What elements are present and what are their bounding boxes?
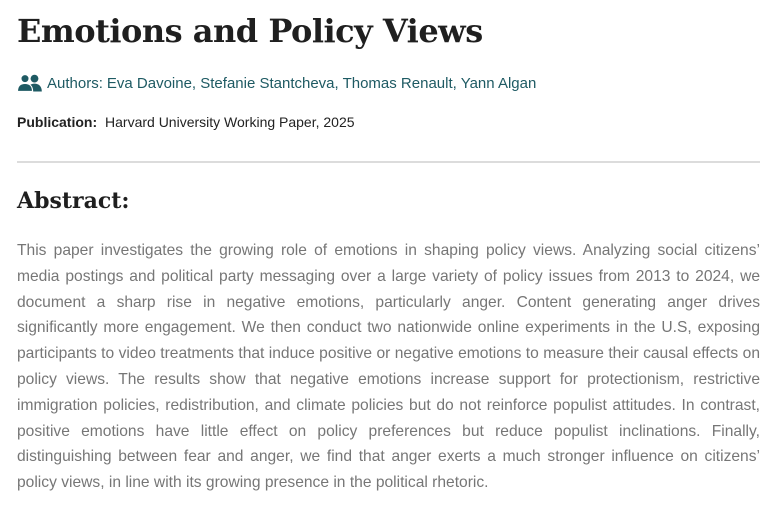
users-icon	[17, 74, 43, 92]
abstract-heading: Abstract:	[17, 188, 130, 214]
publication-line	[17, 114, 355, 130]
section-divider	[17, 161, 760, 163]
paper-title: Emotions and Policy Views	[17, 12, 483, 50]
publication-label: Publication:	[17, 114, 98, 130]
authors-list: Eva Davoine, Stefanie Stantcheva, Thomas Renault, Yann Algan	[106, 74, 537, 92]
authors-line	[17, 72, 536, 94]
authors-label: Authors:	[47, 74, 103, 92]
abstract-text: This paper investigates the growing role of emotions in shaping policy views. Analyzing social citizens’ media postings and political party messaging over a large variety of policy issues from 2013 to 2024, we document a sharp rise in negative emotions, particularly anger. Content generating anger drives significantly more engagement. We then conduct two nationwide online experiments in the U.S, exposing participants to video treatments that induce positive or negative emotions to measure their causal effects on policy views. The results show that negative emotions increase support for protectionism, restrictive immigration policies, redistribution, and climate policies but do not reinforce populist attitudes. In contrast, positive emotions have little effect on policy preferences but reduce populist inclinations. Finally, distinguishing between fear and anger, we find that anger exerts a much stronger influence on citizens’ policy views, in line with its growing presence in the political rhetoric.	[17, 242, 760, 492]
publication-value: Harvard University Working Paper, 2025	[105, 114, 355, 130]
